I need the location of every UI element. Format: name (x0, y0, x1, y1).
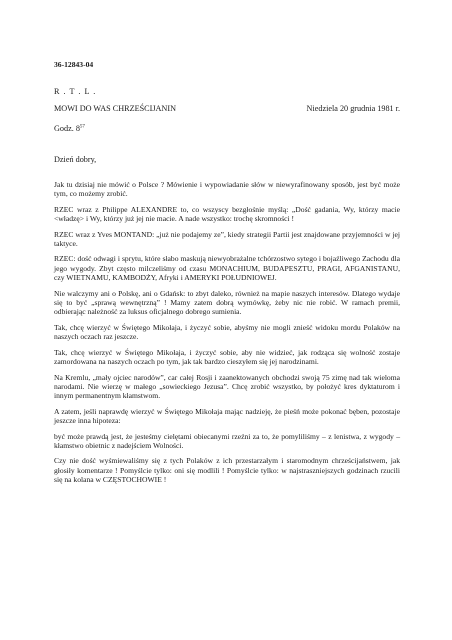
time-minutes: 57 (79, 124, 85, 130)
document-reference: 36-12843-04 (54, 60, 94, 69)
document-body (54, 180, 400, 491)
paragraph: Jak tu dzisiaj nie mówić o Polsce ? Mówienie i wypowiadanie słów w niewyrafinowany sposób, jest być może tym, co możemy zrobić. (54, 180, 400, 199)
paragraph: RZEC wraz z Yves MONTAND: „już nie podajemy ze”, kiedy strategii Partii jest znajdowane przyjemności w jej taktyce. (54, 229, 400, 249)
paragraph: być może prawdą jest, że jesteśmy cielętami obiecanymi rzeźni za to, że pomyliliśmy – z lenistwa, z wygody – kłamstwo obietnic z nadejściem Wolności. (54, 431, 400, 450)
paragraph: Tak, chcę wierzyć w Świętego Mikołaja, i życzyć sobie, aby nie widzieć, jak rodząca się wolność zostaje zamordowana na naszych oczach po tym, jak tak bardzo cieszyłem się jej narodzinami. (54, 347, 400, 367)
paragraph: Czy nie dość wyśmiewaliśmy się z tych Polaków z ich przestarzałym i staromodnym chrześcijaństwem, jak głosiły komentarze ! Pomyślcie tylko: oni się modlili ! Pomyślcie tylko: w najstraszniejszych godzinach rzucili się na kolana w CZĘSTOCHOWIE ! (54, 456, 400, 485)
paragraph: RZEC wraz z Philippe ALEXANDRE to, co wszyscy bezgłośnie myślą: „Dość gadania, Wy, którzy macie <władzę> i Wy, którzy już jej nie macie. A nade wszystko: trochę skromności ! (54, 204, 400, 224)
broadcast-title: MOWI DO WAS CHRZEŚCIJANIN (54, 104, 176, 113)
time-label: Godz. 8 (54, 124, 80, 133)
greeting: Dzień dobry, (54, 155, 97, 164)
paragraph: Tak, chcę wierzyć w Świętego Mikołaja, i życzyć sobie, abyśmy nie mogli znieść widoku mordu Polaków na naszych oczach raz jeszcze. (54, 322, 400, 342)
paragraph: Nie walczymy ani o Polskę, ani o Gdańsk: to zbyt daleko, również na mapie naszych interesów. Dlatego wydaje się to być „sprawą wewnętrzną” ! Mamy zatem dobrą wymówkę, żeby nic nie robić. W ramach premii, odbierając należność za luksus oficjalnego dobrego sumienia. (54, 288, 400, 317)
paragraph: RZEC: dość odwagi i sprytu, które słabo maskują niewyobrażalne tchórzostwo sytego i bojaźliwego Zachodu dla jego wygody. Zbyt często milczeliśmy od czasu MONACHIUM, BUDAPESZTU, PRAGI, AFGANISTANU, czy WIETNAMU, KAMBODŻY, Afryki i AMERYKI POŁUDNIOWEJ. (54, 254, 400, 283)
paragraph: A zatem, jeśli naprawdę wierzyć w Świętego Mikołaja mając nadzieję, że pieśń może pokonać bęben, pozostaje jeszcze inna hipoteza: (54, 406, 400, 426)
station-name: R . T . L . (54, 87, 97, 96)
paragraph: Na Kremlu, „mały ojciec narodów”, car całej Rosji i zaanektowanych obchodzi swoją 75 zimę nad tak wieloma narodami. Nie wierzę w małego „sowieckiego Jezusa”. Chcę zrobić wszystko, by położyć kres dyktaturom i innym permanentnym kłamstwom. (54, 372, 400, 401)
broadcast-time (54, 124, 85, 133)
broadcast-date: Niedziela 20 grudnia 1981 r. (306, 104, 400, 113)
header-line (54, 104, 400, 113)
